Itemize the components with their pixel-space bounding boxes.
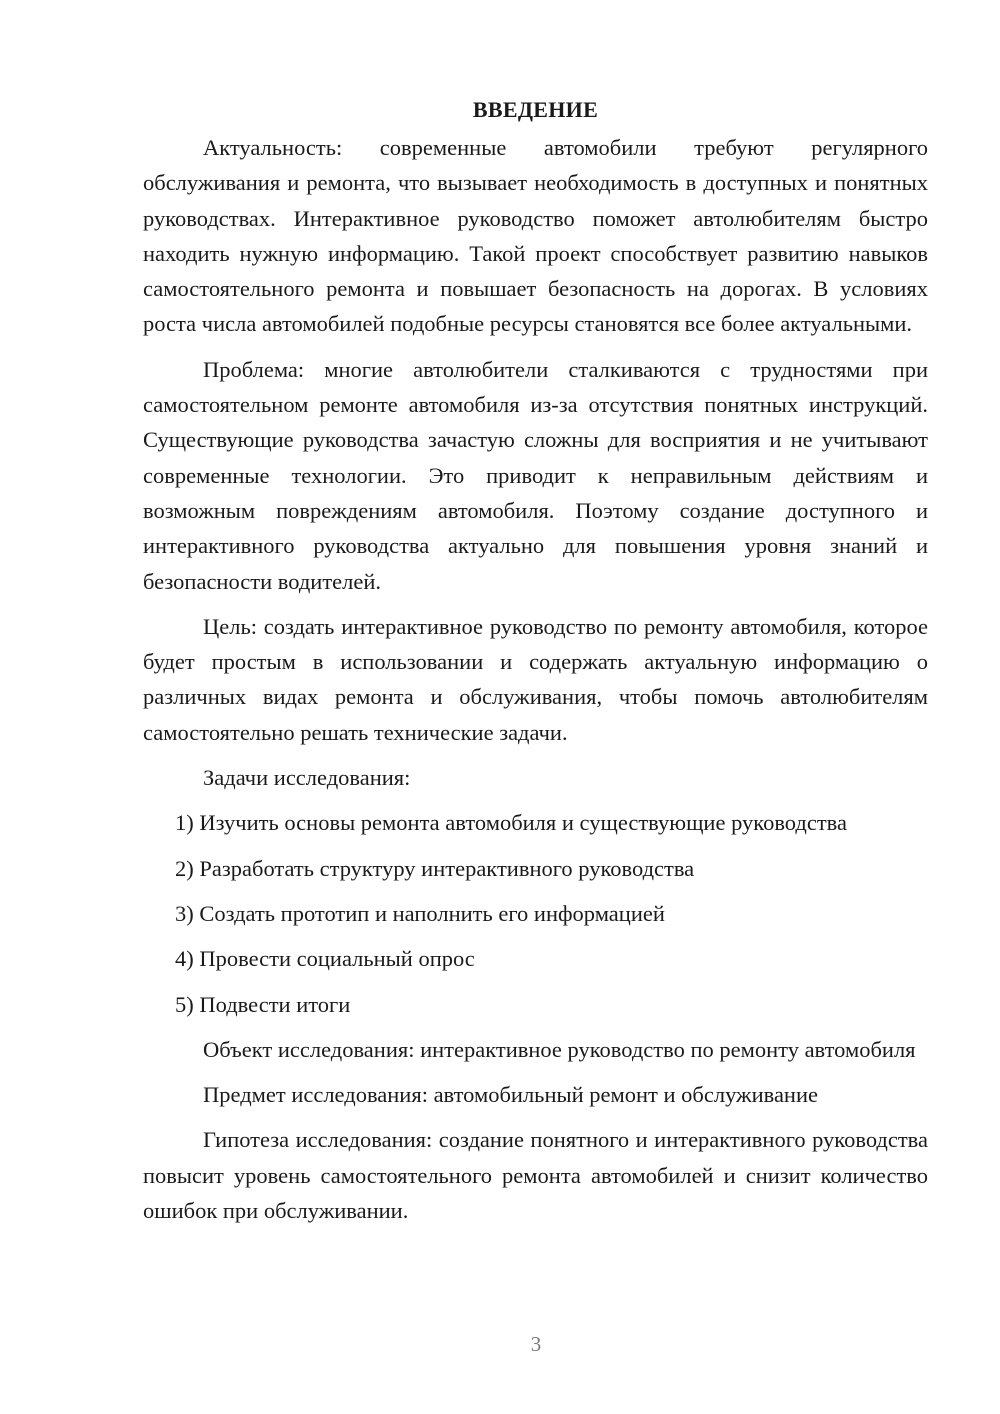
- paragraph-hypothesis: Гипотеза исследования: создание понятного и интерактивного руководства повысит уровень самостоятельного ремонта автомобилей и снизит количество ошибок при обслуживании.: [143, 1127, 928, 1224]
- list-item: 3) Создать прототип и наполнить его информацией: [175, 900, 665, 926]
- list-item: 5) Подвести итоги: [175, 991, 351, 1017]
- paragraph-relevance: Актуальность: современные автомобили требуют регулярного обслуживания и ремонта, что вызывает необходимость в доступных и понятных руководствах. Интерактивное руководство поможет автолюбителям быстро находить нужную информацию. Такой проект способствует развитию навыков самостоятельного ремонта и повышает безопасность на дорогах. В условиях роста числа автомобилей подобные ресурсы становятся все более актуальными.: [143, 135, 928, 337]
- paragraph-problem: Проблема: многие автолюбители сталкиваются с трудностями при самостоятельном ремонте автомобиля из-за отсутствия понятных инструкций. Существующие руководства зачастую сложны для восприятия и не учитывают современные технологии. Это приводит к неправильным действиям и возможным повреждениям автомобиля. Поэтому создание доступного и интерактивного руководства актуально для повышения уровня знаний и безопасности водителей.: [143, 356, 928, 594]
- paragraph-goal: Цель: создать интерактивное руководство по ремонту автомобиля, которое будет простым в использовании и содержать актуальную информацию о различных видах ремонта и обслуживания, чтобы помочь автолюбителям самостоятельно решать технические задачи.: [143, 613, 928, 745]
- page-number: 3: [530, 1332, 542, 1356]
- section-heading: ВВЕДЕНИЕ: [472, 97, 599, 122]
- page-content: [143, 92, 928, 1238]
- paragraph-subject: Предмет исследования: автомобильный ремонт и обслуживание: [203, 1082, 818, 1108]
- paragraph-object: Объект исследования: интерактивное руководство по ремонту автомобиля: [203, 1036, 916, 1062]
- list-item: 2) Разработать структуру интерактивного руководства: [175, 855, 695, 881]
- list-item: 1) Изучить основы ремонта автомобиля и существующие руководства: [175, 810, 847, 836]
- list-item: 4) Провести социальный опрос: [175, 946, 475, 972]
- tasks-list: [143, 805, 928, 1021]
- tasks-title: Задачи исследования:: [203, 765, 411, 791]
